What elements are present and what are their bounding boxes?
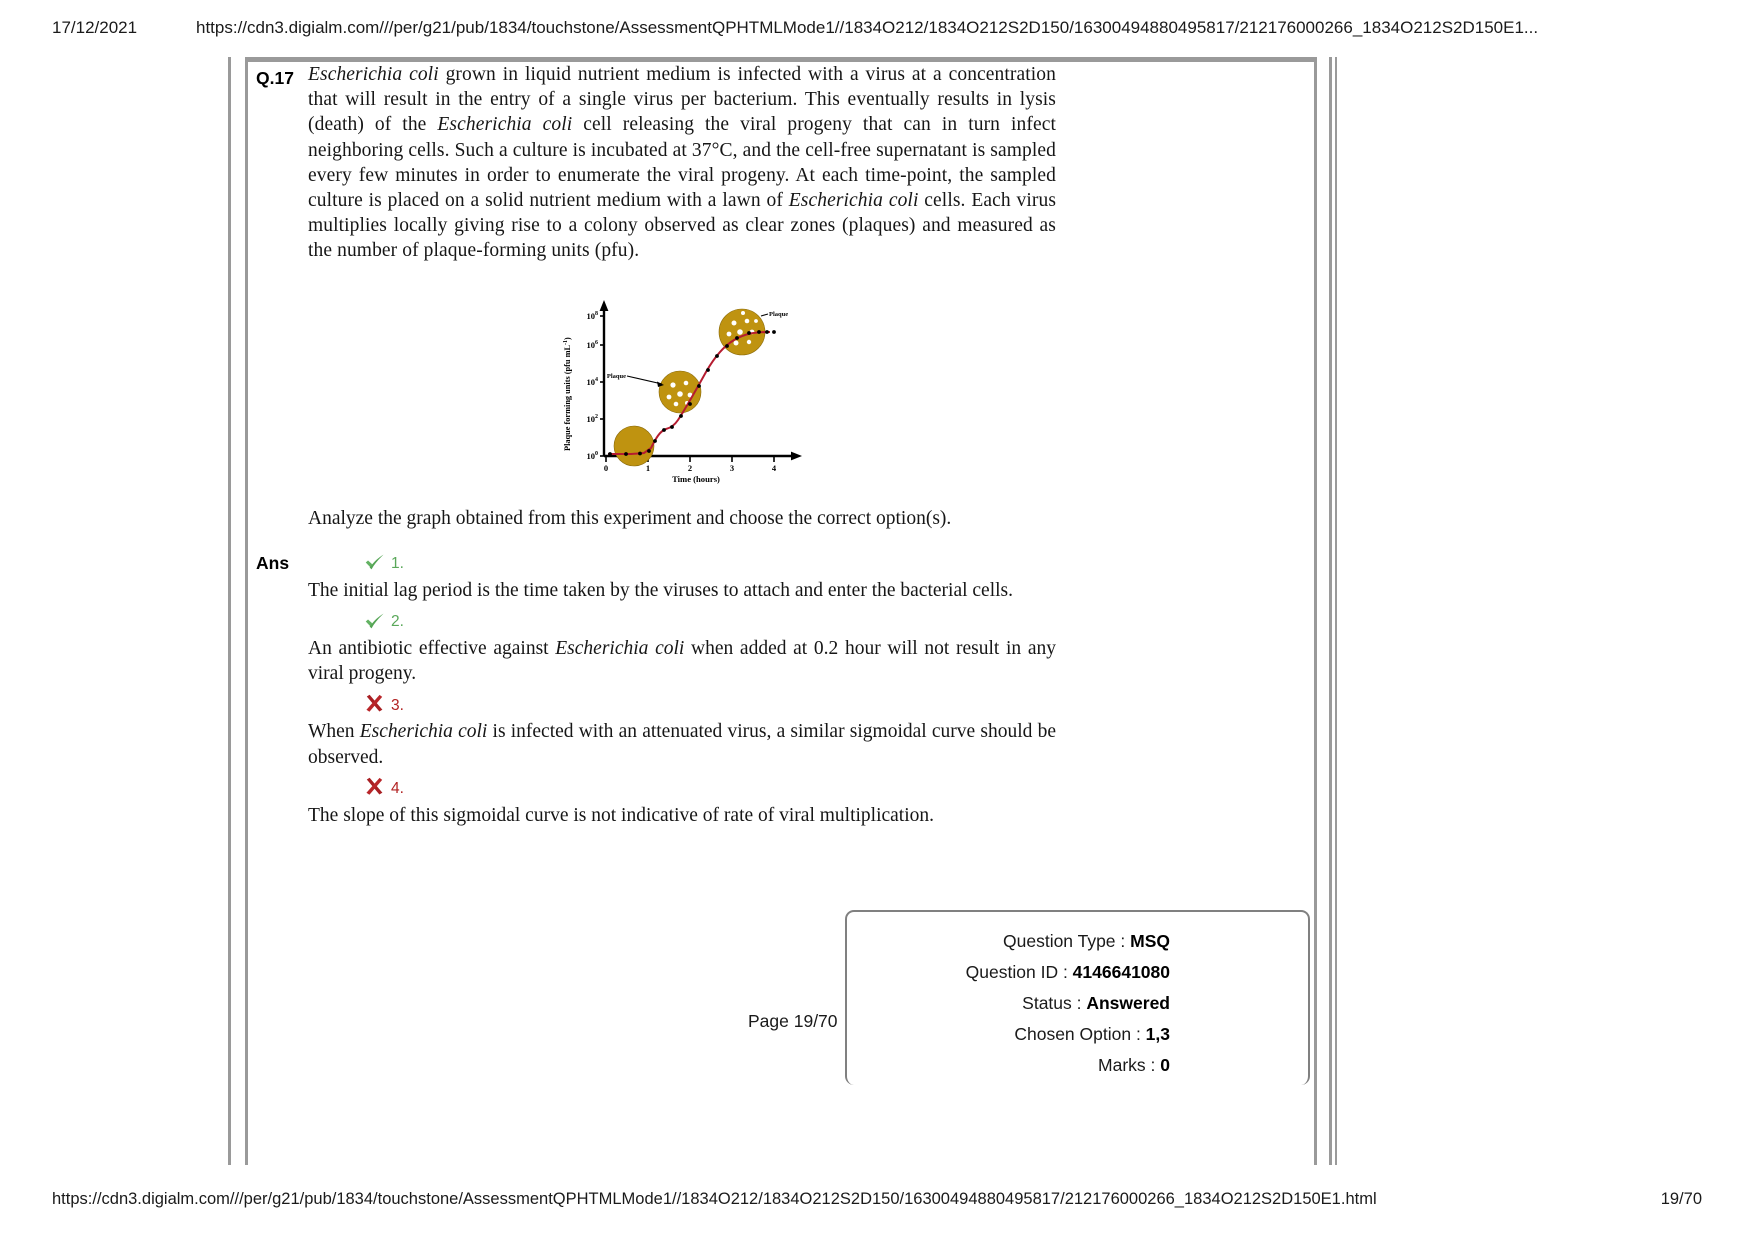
italic-species-name: Escherichia coli [437,114,573,136]
frame-border-outer-right [1329,57,1332,1165]
check-icon [364,610,385,631]
svg-text:106: $10^6$ [586,339,598,350]
info-row [847,960,1308,985]
question-info-box [845,910,1310,1085]
svg-text:Plaque: Plaque [606,372,626,380]
text-run: grown in liquid nutrient medium is infected with a virus at a concentration that will result in the entry of a single virus per bacterium. This eventually results in lysis (death) of the [308,64,1057,136]
info-row-label: Question ID : [965,962,1073,982]
info-rows [847,929,1308,1078]
info-row-label: Question Type : [1003,931,1131,951]
svg-text:Time (hours): Time (hours) [672,473,720,484]
question-content [256,62,1056,832]
svg-text:Plaque: Plaque [769,310,789,318]
option-header [308,690,1056,716]
info-row-value: 1,3 [1145,1024,1170,1044]
answer-block [256,549,1056,828]
option-number: 4. [391,780,404,798]
text-run: The slope of this sigmoidal curve is not indicative of rate of viral multiplication. [308,804,935,826]
cross-icon [364,693,385,714]
question-paragraph [308,62,1056,264]
text-run: An antibiotic effective against [308,638,556,660]
svg-text:108: $10^8$ [586,310,598,321]
option-text [308,636,1056,686]
svg-text:3: 3 [729,462,735,473]
answer-label: Ans [256,552,290,573]
option-header [308,774,1056,800]
svg-text:100: $10^0$ [586,450,598,461]
text-run: When [308,721,360,743]
info-row-label: Status : [1022,993,1087,1013]
info-row [847,991,1308,1016]
print-footer-page: 19/70 [1660,1190,1702,1208]
svg-text:102: $10^2$ [586,413,598,424]
question-label: Q.17 [256,68,294,88]
answer-option[interactable] [308,549,1056,603]
print-header-url: https://cdn3.digialm.com///per/g21/pub/1834/touchstone/AssessmentQPHTMLMode1//1834O212/1834O212S2D150/16300494880495817/212176000266_1834O212S2D150E1... [196,18,1539,37]
text-run: when added at 0.2 hour will not result in any viral progeny. [308,638,1056,685]
frame-border-inner-left [245,57,248,1165]
print-date: 17/12/2021 [52,18,138,37]
option-number: 3. [391,696,404,714]
option-number: 1. [391,555,404,573]
answer-option[interactable] [308,607,1056,686]
plaque-growth-chart [556,286,808,484]
info-row-value: 0 [1160,1055,1170,1075]
info-row-label: Marks : [1098,1055,1161,1075]
check-icon [364,551,385,572]
option-number: 2. [391,613,404,631]
frame-border-outer-left [228,57,231,1165]
cross-icon [364,776,385,797]
italic-species-name: Escherichia coli [788,190,919,212]
info-row-value: 4146641080 [1072,962,1170,982]
svg-text:1: 1 [645,462,651,473]
italic-species-name: Escherichia coli [555,638,685,660]
print-footer-url: https://cdn3.digialm.com///per/g21/pub/1834/touchstone/AssessmentQPHTMLMode1//1834O212/1834O212S2D150/16300494880495817/212176000266_1834O212S2D150E1.html [52,1190,1377,1208]
print-header [0,18,1754,44]
frame-border-inner-right [1314,57,1317,1165]
svg-text:104: $10^4$ [586,376,598,387]
text-run: cell releasing the viral progeny that can in turn infect neighboring cells. Such a culture is incubated at 37°C, and the cell-free supernatant is sampled every few minutes in order to enumerate the viral progeny. At each time-point, the sampled culture is placed on a solid nutrient medium with a lawn of [308,114,1056,212]
answer-option[interactable] [308,690,1056,769]
option-text [308,803,1056,828]
answer-option[interactable] [308,774,1056,828]
info-row [847,929,1308,954]
text-run: cells. Each virus multiplies locally giving rise to a colony observed as clear zones (plaques) and measured as the number of plaque-forming units (pfu). [308,190,1057,262]
info-row-value: Answered [1086,993,1170,1013]
svg-text:4: 4 [771,462,777,473]
option-text [308,578,1056,603]
figure-container [308,286,1056,484]
info-row [847,1053,1308,1078]
info-row-label: Chosen Option : [1014,1024,1146,1044]
text-run: The initial lag period is the time taken by the viruses to attach and enter the bacterial cells. [308,579,1013,601]
info-row-value: MSQ [1130,931,1170,951]
italic-species-name: Escherichia coli [359,721,488,743]
svg-text:Plaque forming units (pfu mL-1: Plaque forming units (pfu $mL^{-1}$) [563,336,572,451]
question-row [256,62,1056,832]
svg-text:0: 0 [603,462,609,473]
print-footer [0,1190,1754,1214]
options-list [308,549,1056,828]
option-header [308,607,1056,633]
frame-border-outer-right-2 [1335,57,1337,1165]
chart-svg [556,286,808,484]
analyze-prompt: Analyze the graph obtained from this experiment and choose the correct option(s). [308,507,952,529]
info-row [847,1022,1308,1047]
svg-text:2: 2 [687,462,693,473]
option-header [308,549,1056,575]
text-run: is infected with an attenuated virus, a similar sigmoidal curve should be observed. [308,721,1056,768]
italic-species-name: Escherichia coli [308,64,439,85]
option-text [308,719,1056,769]
page-number: Page 19/70 [748,1011,838,1031]
